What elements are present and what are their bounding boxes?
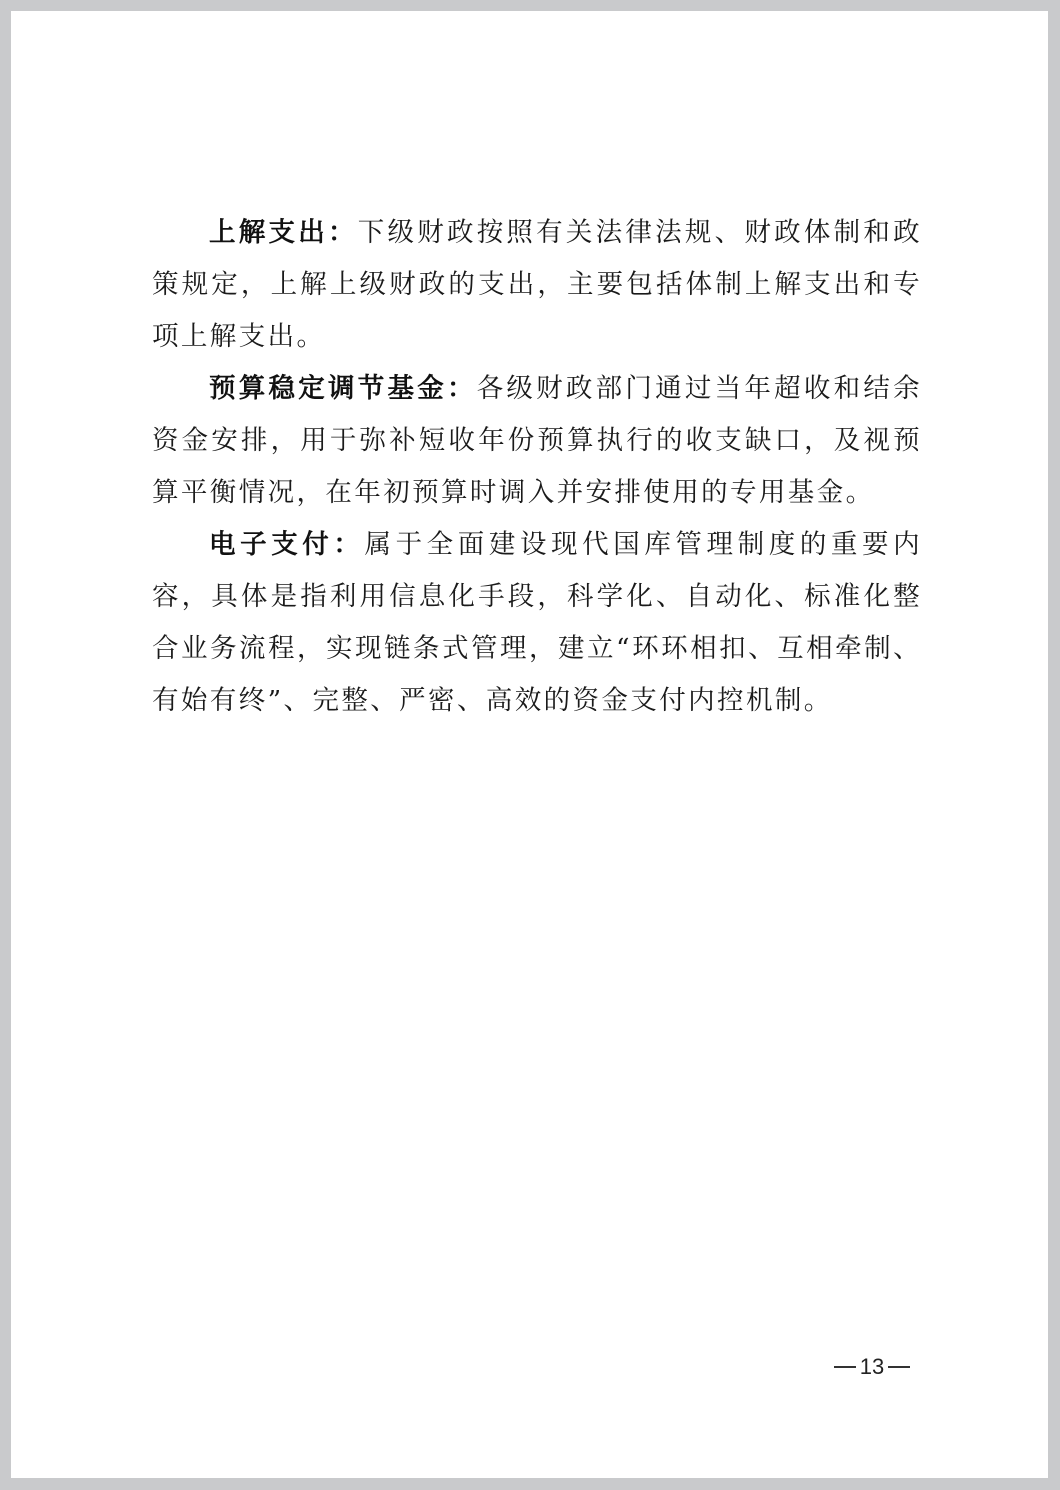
glossary-term: 上解支出： — [209, 217, 358, 248]
glossary-definition: 下级财政按照有关法律法规、财政体制和政策规定，上解上级财政的支出，主要包括体制上解支出和专项上解支出。 — [152, 217, 922, 352]
glossary-definition: 各级财政部门通过当年超收和结余资金安排，用于弥补短收年份预算执行的收支缺口，及视预算平衡情况，在年初预算时调入并安排使用的专用基金。 — [152, 373, 922, 508]
page-number-dash-right — [888, 1366, 910, 1368]
glossary-definition: 属于全面建设现代国库管理制度的重要内容，具体是指利用信息化手段，科学化、自动化、标准化整合业务流程，实现链条式管理，建立“环环相扣、互相牵制、有始有终”、完整、严密、高效的资金支付内控机制。 — [152, 529, 923, 716]
glossary-content — [152, 207, 922, 727]
page-number-value: 13 — [859, 1354, 885, 1379]
glossary-entry-electronic-payment — [152, 519, 922, 727]
page-number — [822, 1351, 922, 1383]
glossary-term: 电子支付： — [209, 529, 365, 560]
document-page — [11, 11, 1048, 1478]
glossary-entry-stabilization-fund — [152, 363, 922, 519]
page-number-dash-left — [834, 1366, 856, 1368]
glossary-entry-upward-remittance — [152, 207, 922, 363]
glossary-term: 预算稳定调节基金： — [209, 373, 477, 404]
